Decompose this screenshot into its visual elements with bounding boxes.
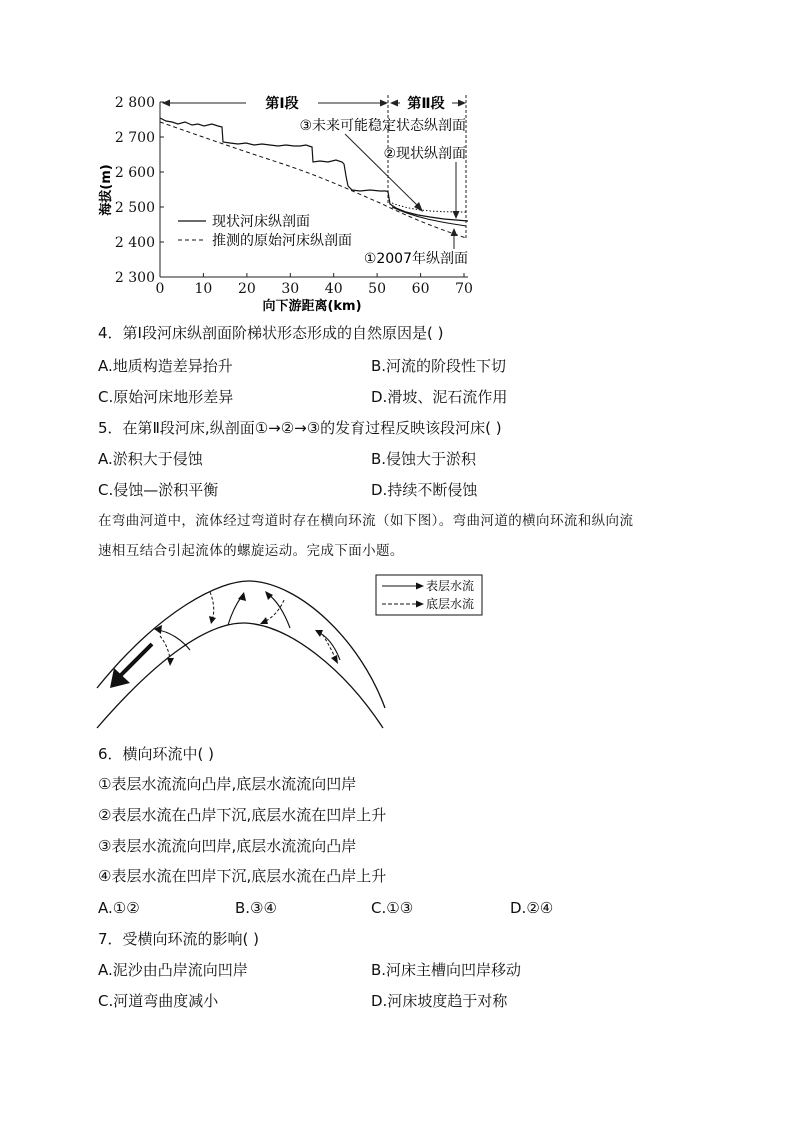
question-5-option-c[interactable]: C.侵蚀—淤积平衡: [98, 481, 219, 499]
y-tick-label: 2 600: [114, 165, 155, 181]
x-tick-label: 10: [194, 281, 213, 297]
question-6-item-3: ③表层水流流向凹岸,底层水流流向凸岸: [98, 837, 357, 855]
question-7-option-b[interactable]: B.河床主槽向凹岸移动: [371, 961, 522, 979]
meander-diagram: [95, 570, 485, 730]
outer-bank: [97, 581, 385, 708]
y-axis-label: 海拔(m): [99, 164, 114, 216]
x-axis-label: 向下游距离(km): [262, 299, 362, 314]
annotation-1: ①2007年纵剖面: [363, 251, 468, 267]
x-tick-label: 0: [155, 281, 165, 297]
question-4-stem: 4．第Ⅰ段河床纵剖面阶梯状形态形成的自然原因是( ): [98, 324, 444, 342]
question-6-option-b[interactable]: B.③④: [235, 899, 277, 917]
question-6-item-2: ②表层水流在凸岸下沉,底层水流在凹岸上升: [98, 806, 387, 824]
question-6-item-1: ①表层水流流向凸岸,底层水流流向凹岸: [98, 775, 357, 793]
x-tick-label: 30: [281, 281, 300, 297]
legend-solid-label: 现状河床纵剖面: [212, 214, 310, 230]
x-tick-label: 40: [324, 281, 343, 297]
question-7-option-d[interactable]: D.河床坡度趋于对称: [371, 992, 508, 1010]
profile-chart: [90, 88, 490, 318]
y-tick-label: 2 700: [114, 130, 155, 146]
y-tick-label: 2 400: [114, 235, 155, 251]
flow-direction-arrow: [120, 644, 152, 676]
question-5-stem: 5．在第Ⅱ段河床,纵剖面①→②→③的发育过程反映该段河床( ): [98, 419, 502, 437]
question-6-option-d[interactable]: D.②④: [510, 899, 554, 917]
bottom-flow-arrow: [210, 592, 214, 620]
legend-bottom-label: 底层水流: [426, 597, 475, 611]
question-5-option-d[interactable]: D.持续不断侵蚀: [371, 481, 478, 499]
legend-surface-label: 表层水流: [426, 579, 475, 593]
question-7-option-c[interactable]: C.河道弯曲度减小: [98, 992, 219, 1010]
surface-flow-arrow: [268, 594, 290, 628]
question-7-option-a[interactable]: A.泥沙由凸岸流向凹岸: [98, 961, 248, 979]
surface-flow-arrow: [158, 630, 190, 650]
y-tick-label: 2 300: [114, 270, 155, 286]
legend-dashed-label: 推测的原始河床纵剖面: [212, 233, 352, 249]
y-tick-label: 2 500: [114, 200, 155, 216]
intro-line-1: 在弯曲河道中，流体经过弯道时存在横向环流（如下图）。弯曲河道的横向环流和纵向流: [98, 513, 634, 529]
question-7-stem: 7．受横向环流的影响( ): [98, 930, 260, 948]
question-6-item-4: ④表层水流在凹岸下沉,底层水流在凸岸上升: [98, 867, 387, 885]
question-4-option-a[interactable]: A.地质构造差异抬升: [98, 357, 233, 375]
question-4-option-c[interactable]: C.原始河床地形差异: [98, 388, 234, 406]
x-tick-label: 70: [455, 281, 473, 297]
x-tick-label: 50: [368, 281, 387, 297]
inner-bank: [97, 623, 383, 728]
x-tick-label: 60: [411, 281, 430, 297]
question-5-option-a[interactable]: A.淤积大于侵蚀: [98, 450, 203, 468]
annotation-3: ③未来可能稳定状态纵剖面: [299, 118, 466, 134]
segment1-label: 第Ⅰ段: [265, 96, 299, 112]
question-5-option-b[interactable]: B.侵蚀大于淤积: [371, 450, 477, 468]
bottom-flow-arrow: [264, 600, 284, 622]
question-6-option-a[interactable]: A.①②: [98, 899, 140, 917]
x-tick-label: 20: [237, 281, 256, 297]
question-4-option-b[interactable]: B.河流的阶段性下切: [371, 357, 507, 375]
surface-flow-arrow: [228, 596, 242, 625]
y-tick-label: 2 800: [114, 95, 155, 111]
bottom-flow-arrow: [320, 630, 336, 660]
question-4-option-d[interactable]: D.滑坡、泥石流作用: [371, 388, 508, 406]
segment2-label: 第Ⅱ段: [407, 96, 445, 112]
question-6-stem: 6．横向环流中( ): [98, 745, 215, 763]
intro-line-2: 速相互结合引起流体的螺旋运动。完成下面小题。: [98, 543, 404, 559]
annotation-2: ②现状纵剖面: [383, 146, 466, 162]
question-6-option-c[interactable]: C.①③: [371, 899, 414, 917]
